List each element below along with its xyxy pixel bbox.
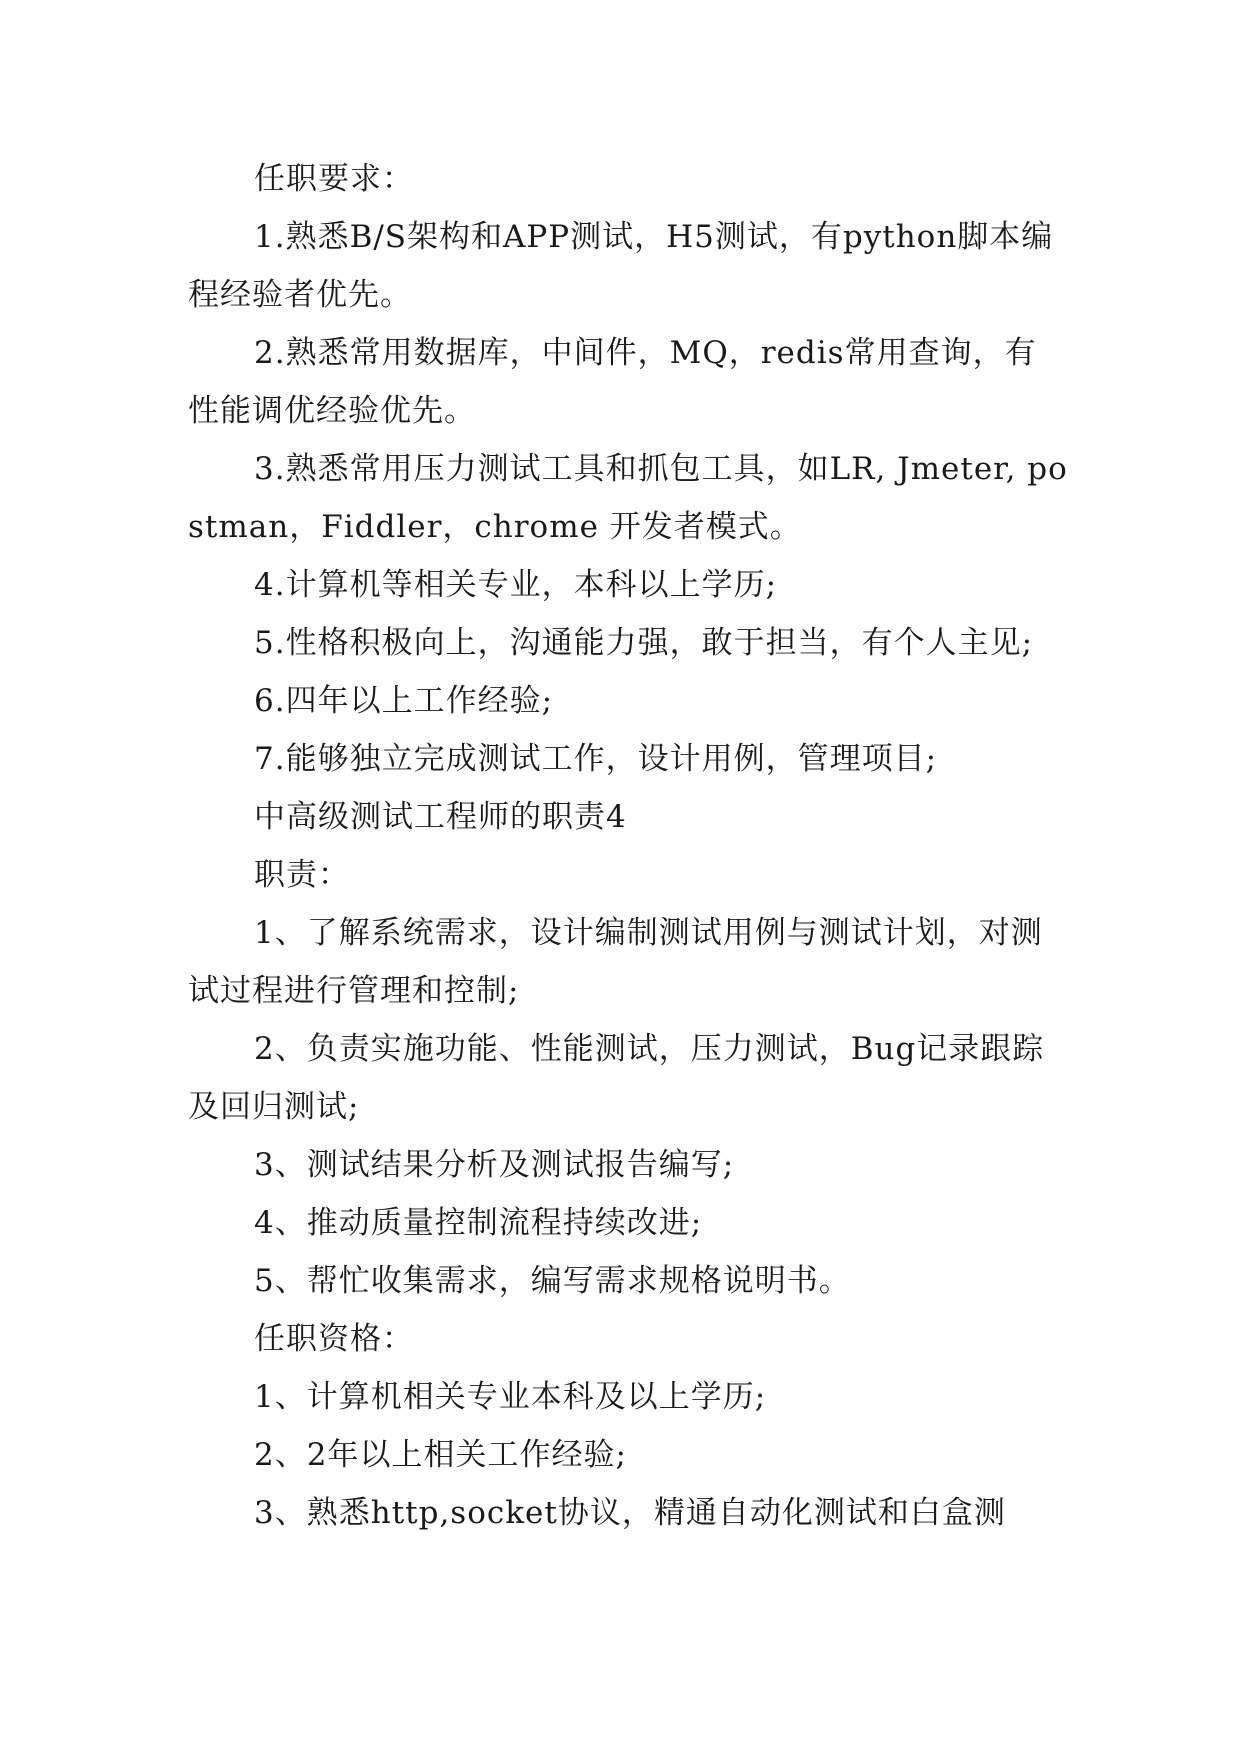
document-body (188, 150, 1068, 1542)
requirements-heading: 任职要求： (254, 161, 414, 197)
requirement-item-6: 6.四年以上工作经验; (254, 683, 554, 719)
duty-item-3: 3、测试结果分析及测试报告编写; (254, 1147, 735, 1183)
section-title: 中高级测试工程师的职责4 (254, 799, 627, 835)
requirement-item-1: 1.熟悉B/S架构和APP测试，H5测试，有python脚本编程经验者优先。 (188, 219, 1054, 313)
requirement-item-2: 2.熟悉常用数据库，中间件，MQ，redis常用查询，有性能调优经验优先。 (188, 335, 1037, 429)
qualification-item-3: 3、熟悉http,socket协议，精通自动化测试和白盒测 (254, 1495, 1006, 1531)
requirement-item-4: 4.计算机等相关专业，本科以上学历; (254, 567, 778, 603)
duty-item-5: 5、帮忙收集需求，编写需求规格说明书。 (254, 1263, 851, 1299)
requirement-item-7: 7.能够独立完成测试工作，设计用例，管理项目; (254, 741, 938, 777)
requirement-item-3: 3.熟悉常用压力测试工具和抓包工具，如LR, Jmeter, postman，Fiddler，chrome 开发者模式。 (188, 451, 1068, 545)
qualification-item-2: 2、2年以上相关工作经验; (254, 1437, 627, 1473)
duty-item-2: 2、负责实施功能、性能测试，压力测试，Bug记录跟踪及回归测试; (188, 1031, 1045, 1125)
duties-heading: 职责： (254, 857, 350, 893)
qualifications-heading: 任职资格： (254, 1321, 414, 1357)
qualification-item-1: 1、计算机相关专业本科及以上学历; (254, 1379, 767, 1415)
duty-item-4: 4、推动质量控制流程持续改进; (254, 1205, 703, 1241)
duty-item-1: 1、了解系统需求，设计编制测试用例与测试计划，对测试过程进行管理和控制; (188, 915, 1043, 1009)
requirement-item-5: 5.性格积极向上，沟通能力强，敢于担当，有个人主见; (254, 625, 1034, 661)
